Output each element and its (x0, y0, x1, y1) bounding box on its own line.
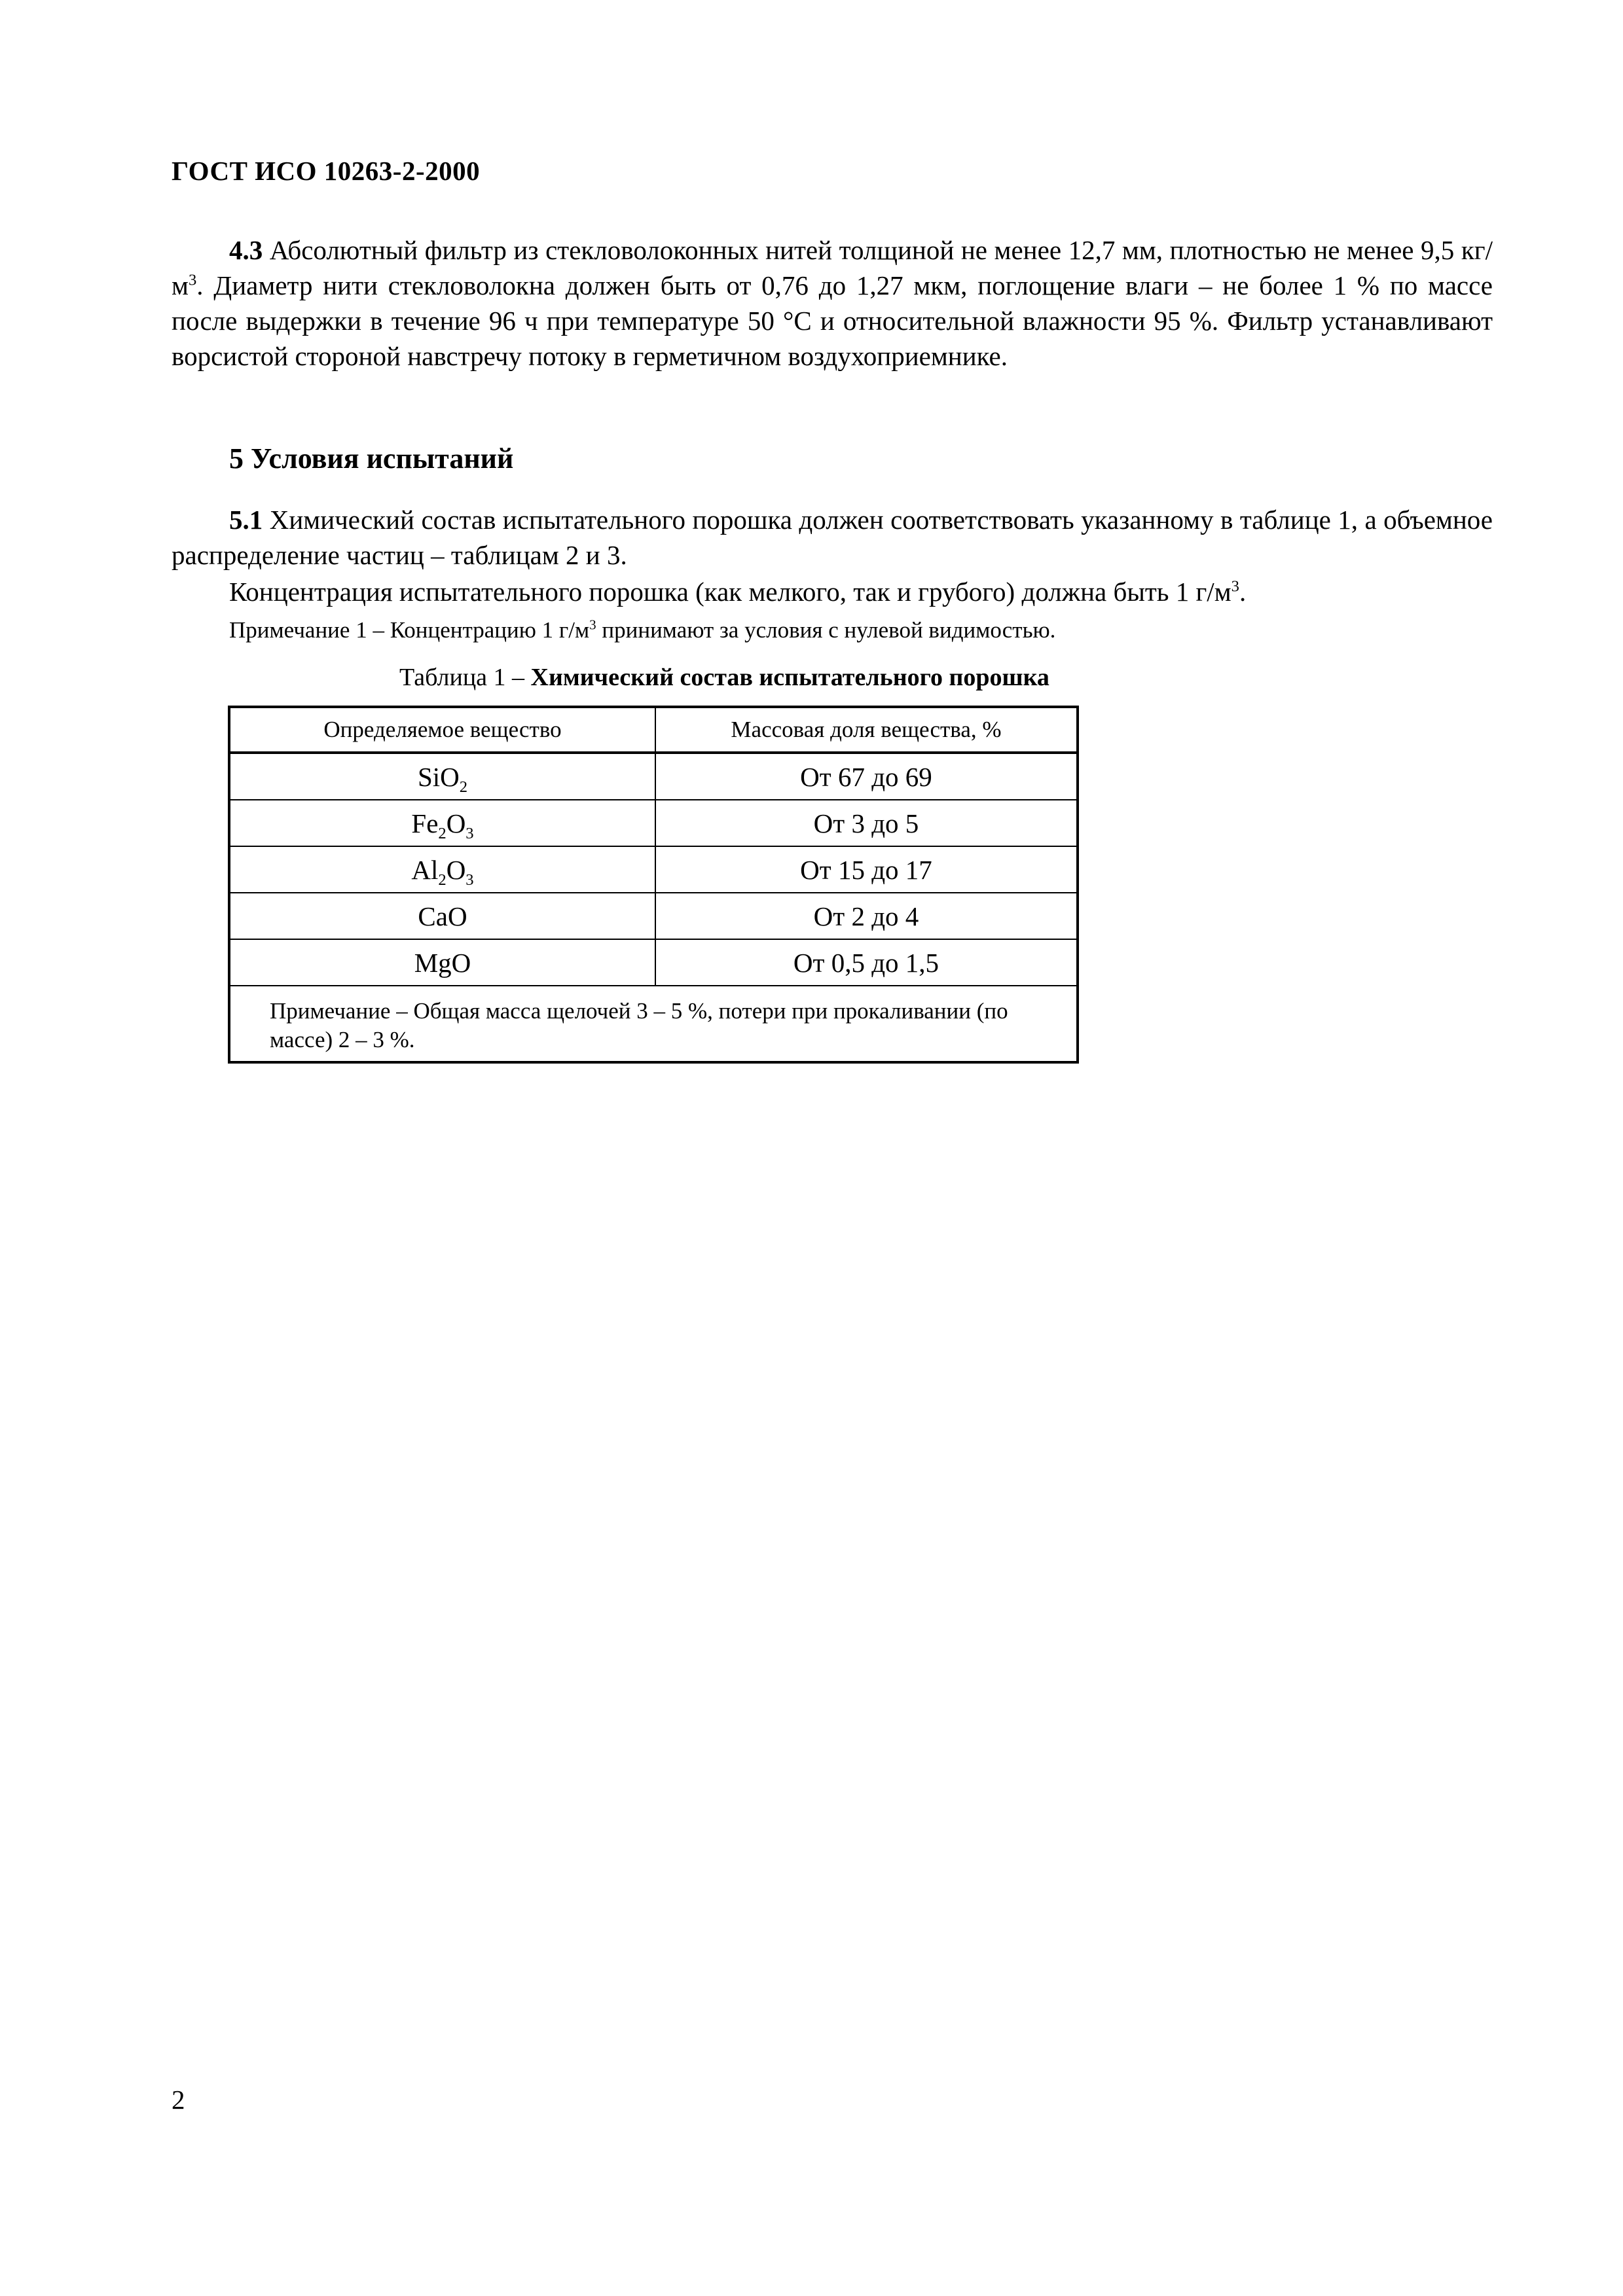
substance-cell: MgO (229, 939, 655, 986)
note-1 (229, 616, 1055, 645)
formula-part: O (446, 808, 466, 838)
paragraph-text: . (1239, 577, 1247, 607)
formula-part: Fe (411, 808, 439, 838)
formula-subscript: 3 (465, 824, 474, 842)
formula-part: Al (411, 854, 439, 885)
paragraph-text: . Диаметр нити стекловолокна должен быть от 0,76 до 1,27 мкм, поглощение влаги – не более 1 % по массе после выдержки в течение 96 ч при температуре 50 °С и относительной влажности 95 %. Фильтр устанавливают ворсистой стороной навстречу потоку в герметичном воздухоприемнике. (172, 270, 1493, 371)
superscript: 3 (188, 271, 197, 289)
table-row (229, 893, 1078, 939)
paragraph-number: 5.1 (229, 505, 263, 535)
formula-subscript: 2 (438, 870, 447, 889)
section-title: 5 Условия испытаний (229, 442, 514, 475)
substance-cell: CaO (229, 893, 655, 939)
paragraph-5-1 (172, 502, 1493, 573)
table-header-substance: Определяемое вещество (229, 707, 655, 753)
mass-fraction-cell: От 67 до 69 (655, 753, 1078, 800)
document-header: ГОСТ ИСО 10263-2-2000 (172, 156, 481, 186)
table-caption (399, 663, 1049, 692)
mass-fraction-cell: От 3 до 5 (655, 800, 1078, 846)
formula-part: O (440, 761, 460, 792)
document-page (172, 0, 1493, 2296)
chemical-composition-table (228, 706, 1079, 1064)
substance-cell (229, 846, 655, 893)
table-caption-title: Химический состав испытательного порошка (530, 664, 1049, 691)
paragraph-text: Химический состав испытательного порошка должен соответствовать указанному в таблице 1, а объемное распределение частиц – таблицам 2 и 3. (172, 505, 1493, 570)
paragraph-text: Абсолютный фильтр из стекловолоконных нитей толщиной не менее 12,7 мм, плотностью не менее 9,5 кг/м (172, 235, 1493, 300)
superscript: 3 (589, 617, 596, 633)
paragraph-4-3 (172, 232, 1493, 374)
note-text: Примечание 1 – Концентрацию 1 г/м (229, 617, 590, 643)
paragraph-concentration (229, 574, 1493, 609)
formula-subscript: 2 (438, 824, 447, 842)
table-row (229, 800, 1078, 846)
formula-subscript: 2 (459, 778, 468, 796)
substance-cell (229, 800, 655, 846)
table-note: Примечание – Общая масса щелочей 3 – 5 %, потери при прокаливании (по массе) 2 – 3 %. (229, 986, 1078, 1062)
table-row (229, 939, 1078, 986)
page-number: 2 (172, 2085, 185, 2115)
formula-subscript: 3 (465, 870, 474, 889)
mass-fraction-cell: От 0,5 до 1,5 (655, 939, 1078, 986)
table-header-row (229, 707, 1078, 753)
superscript: 3 (1231, 577, 1239, 596)
table-row (229, 846, 1078, 893)
formula-part: Si (417, 761, 441, 792)
substance-cell (229, 753, 655, 800)
formula-part: O (446, 854, 466, 885)
table-note-row (229, 986, 1078, 1062)
paragraph-text: Концентрация испытательного порошка (как мелкого, так и грубого) должна быть 1 г/м (229, 577, 1231, 607)
note-text: принимают за условия с нулевой видимостью. (596, 617, 1056, 643)
table-caption-prefix: Таблица 1 – (399, 664, 531, 691)
mass-fraction-cell: От 2 до 4 (655, 893, 1078, 939)
table-row (229, 753, 1078, 800)
table-header-mass-fraction: Массовая доля вещества, % (655, 707, 1078, 753)
paragraph-number: 4.3 (229, 235, 263, 265)
mass-fraction-cell: От 15 до 17 (655, 846, 1078, 893)
